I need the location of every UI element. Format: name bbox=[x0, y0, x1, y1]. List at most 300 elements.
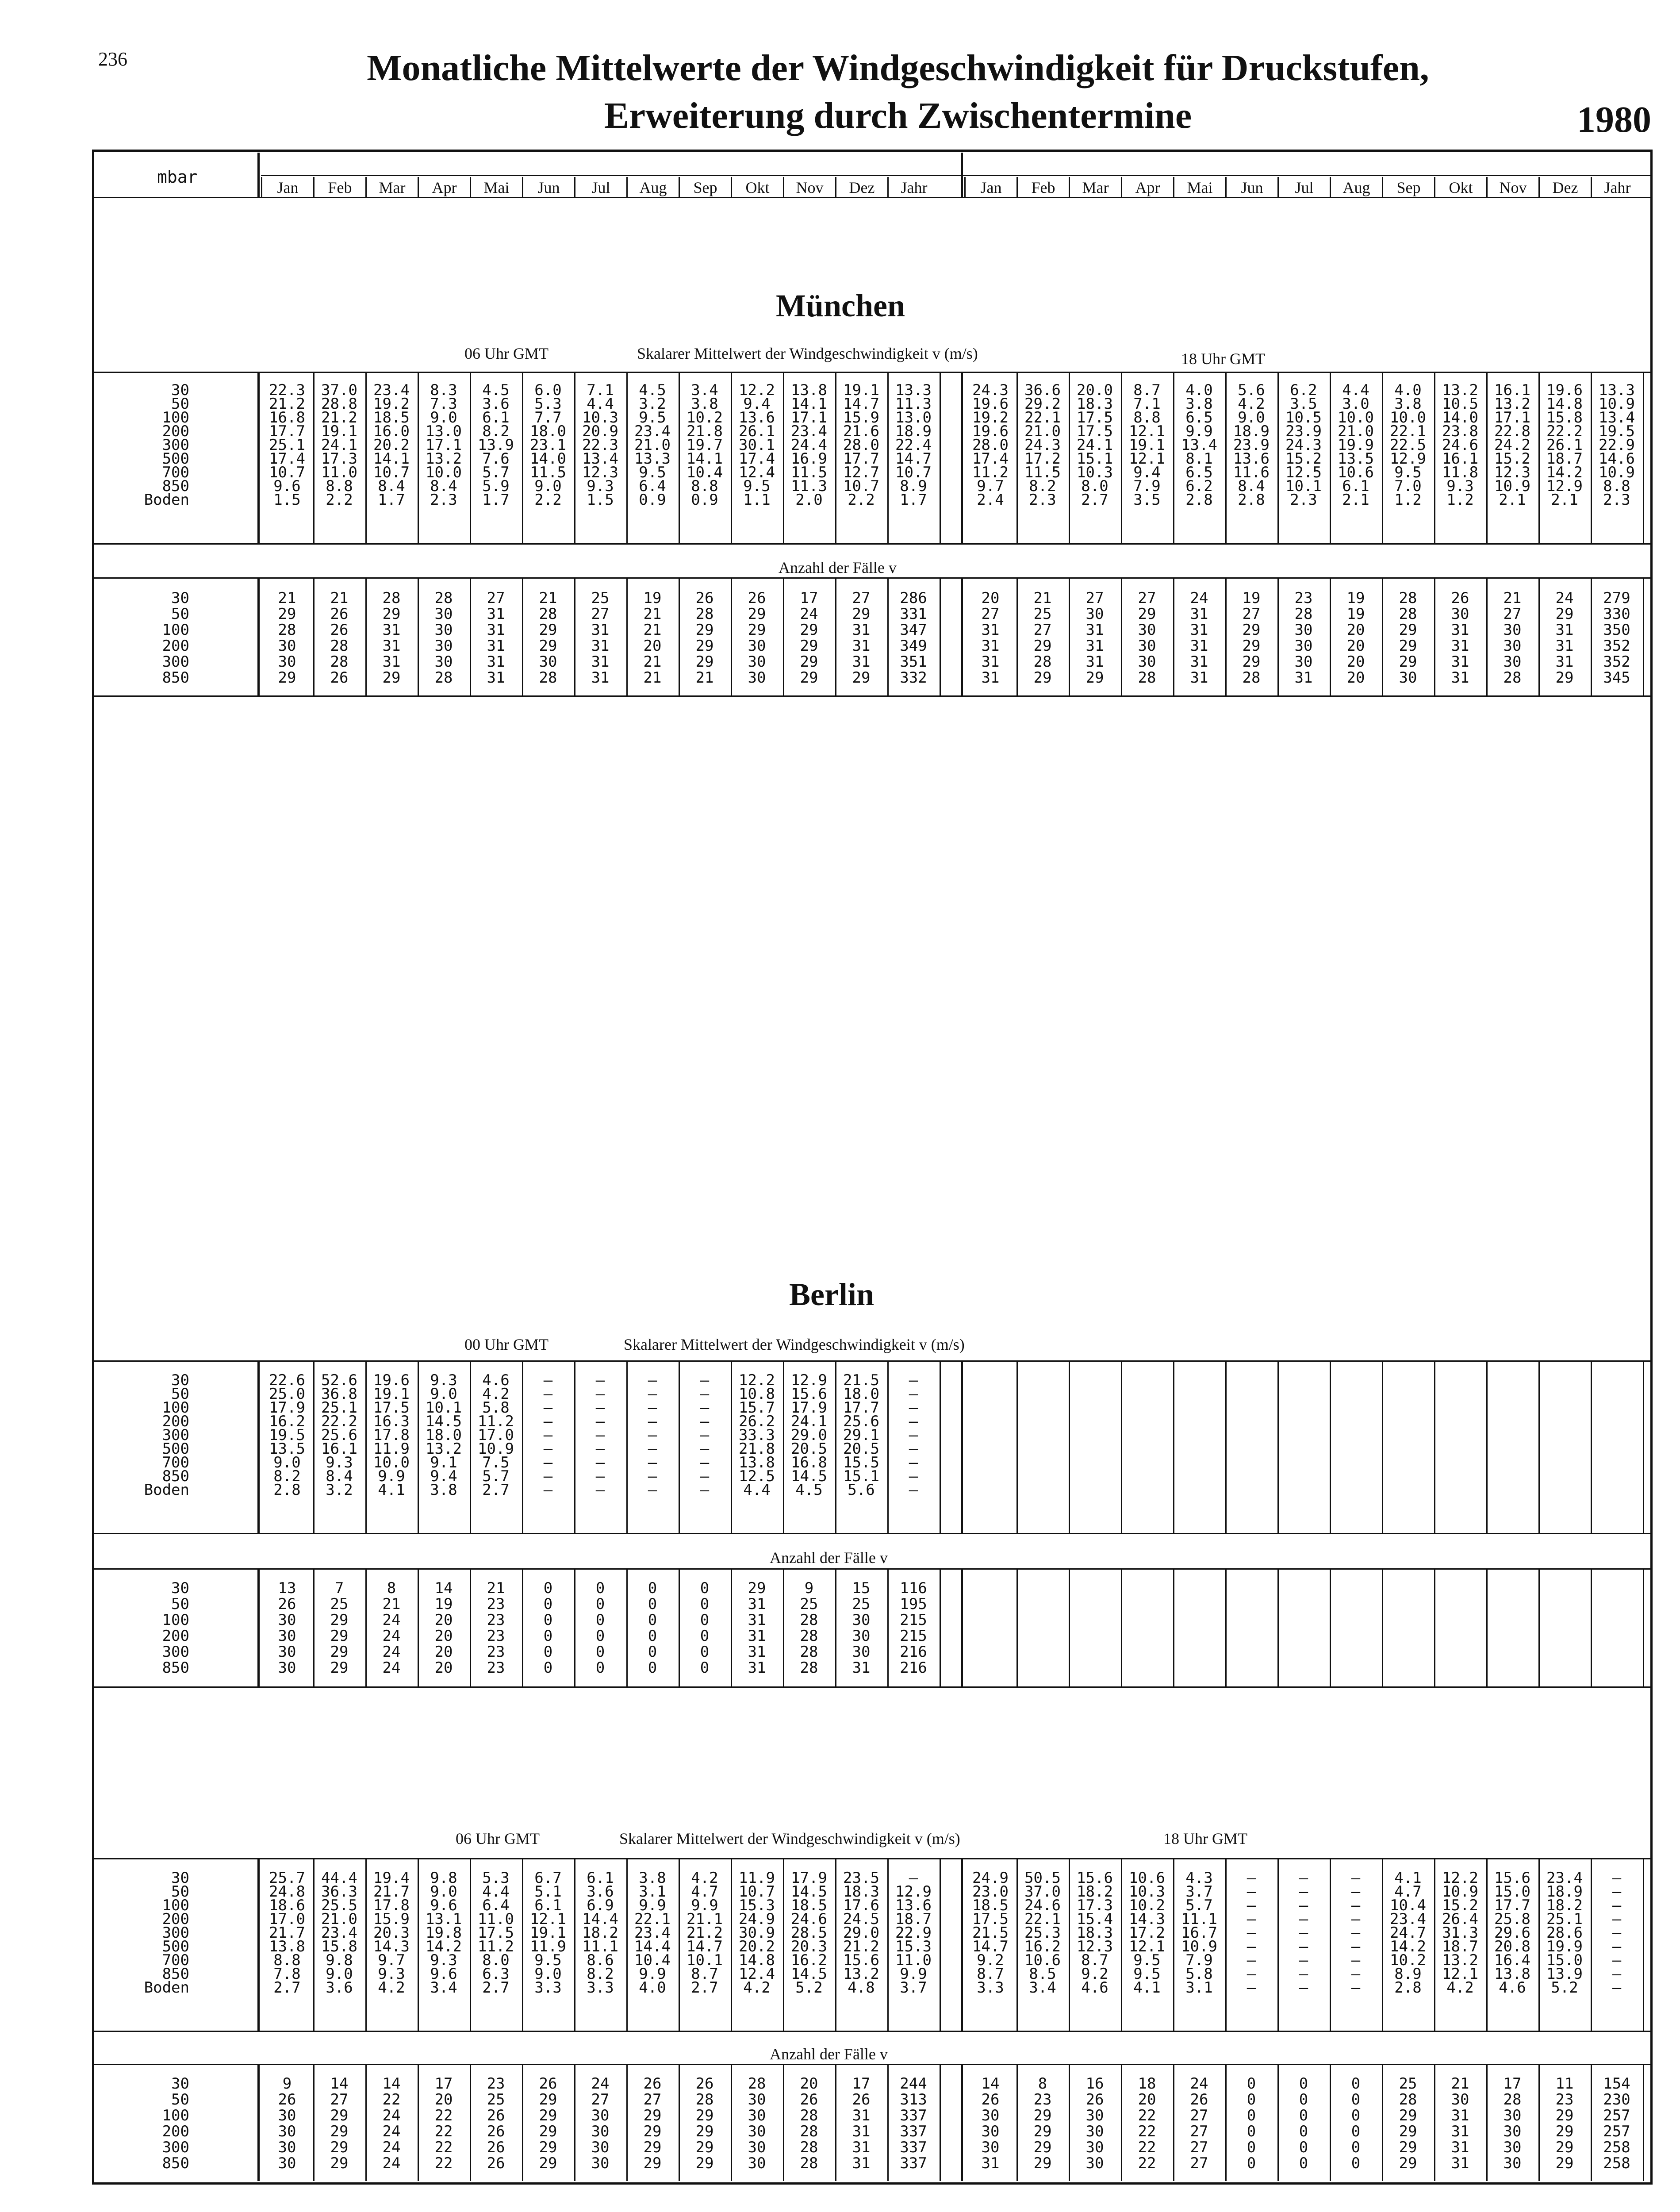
value-cell: 8.4 bbox=[1238, 477, 1265, 495]
column-divider bbox=[961, 2064, 963, 2181]
value-cell: 11.5 bbox=[530, 464, 566, 481]
value-cell: 22.2 bbox=[1546, 422, 1583, 440]
value-cell: 11.3 bbox=[895, 395, 932, 413]
count-cell: 31 bbox=[981, 2154, 1000, 2172]
value-cell: 22.1 bbox=[1024, 1910, 1061, 1928]
value-cell: – bbox=[543, 1440, 553, 1458]
column-divider bbox=[887, 577, 889, 695]
level-label: 50 bbox=[171, 1595, 189, 1613]
value-cell: 10.6 bbox=[1338, 464, 1374, 481]
count-cell: 31 bbox=[748, 1643, 766, 1661]
count-cell: 24 bbox=[1190, 2075, 1208, 2093]
count-cell: 29 bbox=[1399, 2107, 1417, 2124]
value-cell: 19.6 bbox=[1546, 381, 1583, 399]
count-cell: 27 bbox=[591, 605, 610, 623]
column-divider bbox=[887, 372, 889, 543]
count-cell: 0 bbox=[1247, 2091, 1256, 2108]
month-header-apr: Apr bbox=[418, 177, 470, 198]
value-cell: – bbox=[648, 1454, 657, 1471]
count-cell: 28 bbox=[1399, 2091, 1417, 2108]
count-cell: 30 bbox=[278, 1611, 296, 1629]
column-divider bbox=[365, 1568, 367, 1686]
value-cell: 4.2 bbox=[482, 1385, 510, 1403]
value-cell: – bbox=[1351, 1951, 1361, 1969]
count-cell: 28 bbox=[800, 2139, 818, 2156]
value-cell: – bbox=[909, 1371, 918, 1389]
count-cell: 31 bbox=[591, 669, 610, 687]
count-cell: 28 bbox=[800, 1659, 818, 1677]
value-cell: 4.0 bbox=[1394, 381, 1422, 399]
value-cell: 29.6 bbox=[1494, 1924, 1530, 1942]
count-cell: 30 bbox=[981, 2123, 1000, 2140]
value-cell: 18.5 bbox=[373, 409, 410, 426]
value-cell: 17.5 bbox=[1077, 422, 1113, 440]
value-cell: 18.3 bbox=[843, 1883, 879, 1901]
value-cell: 20.5 bbox=[843, 1440, 879, 1458]
value-cell: 23.4 bbox=[321, 1924, 357, 1942]
count-cell: 30 bbox=[591, 2139, 610, 2156]
count-cell: 29 bbox=[382, 669, 401, 687]
value-cell: 13.0 bbox=[426, 422, 462, 440]
value-cell: 9.4 bbox=[430, 1467, 457, 1485]
value-cell: 23.5 bbox=[843, 1869, 879, 1887]
value-cell: – bbox=[700, 1426, 710, 1444]
count-cell: 0 bbox=[543, 1611, 553, 1629]
count-cell: 31 bbox=[1555, 637, 1574, 655]
value-cell: 30.9 bbox=[739, 1924, 775, 1942]
value-cell: 2.0 bbox=[795, 491, 823, 509]
value-cell: – bbox=[1351, 1910, 1361, 1928]
value-cell: 23.4 bbox=[1546, 1869, 1583, 1887]
month-header-nov: Nov bbox=[783, 177, 835, 198]
count-cell: 0 bbox=[648, 1643, 657, 1661]
value-cell: 7.1 bbox=[587, 381, 614, 399]
column-divider bbox=[1330, 577, 1331, 695]
count-cell: 21 bbox=[1033, 589, 1052, 607]
count-cell: 31 bbox=[981, 637, 1000, 655]
value-cell: – bbox=[648, 1426, 657, 1444]
count-cell: 29 bbox=[539, 2123, 557, 2140]
column-divider bbox=[1486, 1360, 1488, 1533]
value-cell: 24.6 bbox=[791, 1910, 827, 1928]
value-cell: 22.4 bbox=[895, 436, 932, 454]
value-cell: 15.3 bbox=[739, 1897, 775, 1914]
value-cell: 17.6 bbox=[843, 1897, 879, 1914]
count-cell: 30 bbox=[278, 1627, 296, 1645]
value-cell: 8.9 bbox=[900, 477, 927, 495]
count-cell: 23 bbox=[1033, 2091, 1052, 2108]
value-cell: 10.0 bbox=[1338, 409, 1374, 426]
value-cell: 44.4 bbox=[321, 1869, 357, 1887]
value-cell: 24.1 bbox=[791, 1413, 827, 1430]
column-divider bbox=[1330, 1360, 1331, 1533]
count-cell: 31 bbox=[852, 2154, 871, 2172]
count-cell: 31 bbox=[382, 637, 401, 655]
count-cell: 26 bbox=[539, 2075, 557, 2093]
value-cell: 21.2 bbox=[321, 409, 357, 426]
value-cell: 8.4 bbox=[326, 1467, 353, 1485]
column-divider bbox=[1173, 372, 1174, 543]
value-cell: – bbox=[1299, 1979, 1308, 1997]
count-cell: 30 bbox=[748, 2139, 766, 2156]
value-cell: 8.2 bbox=[482, 422, 510, 440]
column-divider bbox=[1121, 1568, 1122, 1686]
value-cell: 9.0 bbox=[430, 409, 457, 426]
column-divider bbox=[1121, 2064, 1122, 2181]
value-cell: – bbox=[1612, 1883, 1622, 1901]
month-header-mar: Mar bbox=[1069, 177, 1121, 198]
value-cell: 25.1 bbox=[321, 1399, 357, 1417]
level-label: 50 bbox=[171, 1385, 189, 1403]
value-cell: 9.0 bbox=[430, 1883, 457, 1901]
count-cell: 0 bbox=[1351, 2139, 1361, 2156]
value-cell: 3.8 bbox=[691, 395, 718, 413]
value-cell: 13.2 bbox=[843, 1965, 879, 1983]
count-cell: 26 bbox=[981, 2091, 1000, 2108]
column-divider bbox=[1016, 577, 1018, 695]
count-cell: 14 bbox=[330, 2075, 349, 2093]
value-cell: 23.8 bbox=[1442, 422, 1478, 440]
count-cell: 29 bbox=[800, 669, 818, 687]
count-cell: 29 bbox=[1555, 605, 1574, 623]
level-label: 300 bbox=[162, 1426, 189, 1444]
count-cell: 31 bbox=[1451, 637, 1469, 655]
value-cell: 7.9 bbox=[1185, 1951, 1213, 1969]
level-label: 300 bbox=[162, 1643, 189, 1661]
value-cell: 14.1 bbox=[687, 450, 723, 468]
value-cell: 12.2 bbox=[1442, 1869, 1478, 1887]
level-label: 200 bbox=[162, 1413, 189, 1430]
count-cell: 29 bbox=[1555, 2123, 1574, 2140]
value-cell: 18.6 bbox=[269, 1897, 305, 1914]
count-cell: 30 bbox=[539, 653, 557, 671]
value-cell: 11.3 bbox=[791, 477, 827, 495]
value-cell: 8.7 bbox=[977, 1965, 1004, 1983]
count-cell: 30 bbox=[852, 1611, 871, 1629]
count-cell: 22 bbox=[1138, 2107, 1156, 2124]
value-cell: 17.0 bbox=[269, 1910, 305, 1928]
count-cell: 0 bbox=[595, 1659, 605, 1677]
count-cell: 28 bbox=[434, 589, 453, 607]
value-cell: 3.2 bbox=[326, 1481, 353, 1499]
column-divider bbox=[418, 1360, 419, 1533]
count-cell: 29 bbox=[539, 2139, 557, 2156]
value-cell: – bbox=[1299, 1897, 1308, 1914]
column-divider bbox=[626, 1568, 628, 1686]
column-divider bbox=[1225, 1360, 1227, 1533]
value-cell: 9.4 bbox=[1133, 464, 1161, 481]
value-cell: 33.3 bbox=[739, 1426, 775, 1444]
value-cell: 13.2 bbox=[426, 1440, 462, 1458]
column-divider bbox=[365, 577, 367, 695]
value-cell: 23.4 bbox=[634, 1924, 671, 1942]
value-cell: 24.7 bbox=[1390, 1924, 1426, 1942]
count-cell: 0 bbox=[1299, 2139, 1308, 2156]
value-cell: 8.5 bbox=[1029, 1965, 1056, 1983]
count-cell: 24 bbox=[591, 2075, 610, 2093]
value-cell: 5.1 bbox=[534, 1883, 562, 1901]
count-cell: 14 bbox=[382, 2075, 401, 2093]
count-cell: 19 bbox=[1242, 589, 1261, 607]
value-cell: 20.9 bbox=[582, 422, 618, 440]
column-divider bbox=[257, 1360, 260, 1533]
count-cell: 29 bbox=[1399, 653, 1417, 671]
count-cell: 29 bbox=[1399, 621, 1417, 639]
count-cell: 26 bbox=[852, 2091, 871, 2108]
value-cell: 2.7 bbox=[482, 1979, 510, 1997]
count-cell: 195 bbox=[900, 1595, 927, 1613]
count-cell: 29 bbox=[643, 2154, 662, 2172]
count-cell: 30 bbox=[1503, 2139, 1522, 2156]
column-divider bbox=[626, 1858, 628, 2031]
rule-line bbox=[92, 1568, 1653, 1570]
count-cell: 29 bbox=[539, 2107, 557, 2124]
column-divider bbox=[313, 2064, 315, 2181]
value-cell: 10.2 bbox=[1390, 1951, 1426, 1969]
value-cell: 37.0 bbox=[1024, 1883, 1061, 1901]
count-cell: 31 bbox=[1085, 621, 1104, 639]
value-cell: 2.1 bbox=[1499, 491, 1526, 509]
value-cell: – bbox=[1299, 1869, 1308, 1887]
count-cell: 25 bbox=[330, 1595, 349, 1613]
value-cell: 13.8 bbox=[739, 1454, 775, 1471]
count-cell: 26 bbox=[330, 621, 349, 639]
value-cell: – bbox=[595, 1426, 605, 1444]
value-cell: 7.3 bbox=[430, 395, 457, 413]
count-cell: 0 bbox=[1247, 2107, 1256, 2124]
value-cell: 8.2 bbox=[273, 1467, 301, 1485]
value-cell: 10.1 bbox=[426, 1399, 462, 1417]
value-cell: 17.7 bbox=[843, 450, 879, 468]
value-cell: 12.2 bbox=[739, 381, 775, 399]
value-cell: 9.4 bbox=[743, 395, 771, 413]
value-cell: 4.4 bbox=[587, 395, 614, 413]
count-cell: 0 bbox=[700, 1627, 710, 1645]
value-cell: 15.2 bbox=[1285, 450, 1322, 468]
rule-line bbox=[92, 1360, 1653, 1362]
value-cell: 15.2 bbox=[1494, 450, 1530, 468]
count-cell: 0 bbox=[595, 1611, 605, 1629]
value-cell: 12.9 bbox=[895, 1883, 932, 1901]
value-cell: 6.1 bbox=[587, 1869, 614, 1887]
level-label: 50 bbox=[171, 605, 189, 623]
count-cell: 29 bbox=[1555, 2139, 1574, 2156]
count-cell: 27 bbox=[330, 2091, 349, 2108]
value-cell: 24.9 bbox=[739, 1910, 775, 1928]
value-cell: 12.1 bbox=[1442, 1965, 1478, 1983]
count-cell: 29 bbox=[695, 653, 714, 671]
value-cell: 5.7 bbox=[1185, 1897, 1213, 1914]
value-cell: 13.2 bbox=[1442, 1951, 1478, 1969]
value-cell: 17.8 bbox=[373, 1426, 410, 1444]
count-cell: 337 bbox=[900, 2139, 927, 2156]
value-cell: 7.6 bbox=[482, 450, 510, 468]
value-cell: 3.8 bbox=[1394, 395, 1422, 413]
column-divider bbox=[470, 1858, 471, 2031]
count-cell: 0 bbox=[648, 1579, 657, 1597]
column-divider bbox=[1330, 1568, 1331, 1686]
column-divider bbox=[1591, 577, 1592, 695]
count-cell: 21 bbox=[643, 621, 662, 639]
value-cell: 15.3 bbox=[895, 1938, 932, 1955]
column-divider bbox=[1173, 2064, 1174, 2181]
month-header-jul: Jul bbox=[1277, 177, 1330, 198]
value-cell: 12.9 bbox=[1546, 477, 1583, 495]
column-divider bbox=[313, 1360, 315, 1533]
value-cell: 16.0 bbox=[373, 422, 410, 440]
value-cell: 17.2 bbox=[1024, 450, 1061, 468]
count-cell: 25 bbox=[1399, 2075, 1417, 2093]
count-cell: 30 bbox=[278, 1643, 296, 1661]
value-cell: 19.4 bbox=[373, 1869, 410, 1887]
value-cell: 9.5 bbox=[639, 464, 666, 481]
level-label: 300 bbox=[162, 2139, 189, 2156]
count-cell: 9 bbox=[282, 2075, 292, 2093]
column-divider bbox=[1277, 1858, 1279, 2031]
value-cell: – bbox=[1612, 1979, 1622, 1997]
value-cell: 4.2 bbox=[743, 1979, 771, 1997]
column-divider bbox=[418, 2064, 419, 2181]
value-cell: 20.3 bbox=[791, 1938, 827, 1955]
count-cell: 244 bbox=[900, 2075, 927, 2093]
value-cell: 5.6 bbox=[848, 1481, 875, 1499]
count-cell: 21 bbox=[330, 589, 349, 607]
value-cell: – bbox=[1247, 1979, 1256, 1997]
column-divider bbox=[940, 1568, 941, 1686]
value-cell: 3.3 bbox=[587, 1979, 614, 1997]
value-cell: 26.1 bbox=[1546, 436, 1583, 454]
value-cell: 4.5 bbox=[639, 381, 666, 399]
value-cell: 19.9 bbox=[1338, 436, 1374, 454]
column-divider bbox=[470, 372, 471, 543]
count-cell: 20 bbox=[434, 1643, 453, 1661]
count-cell: 28 bbox=[1033, 653, 1052, 671]
count-cell: 28 bbox=[1138, 669, 1156, 687]
section-caption: Skalarer Mittelwert der Windgeschwindigkeit v (m/s) bbox=[637, 345, 978, 362]
value-cell: 24.8 bbox=[269, 1883, 305, 1901]
column-divider bbox=[1016, 1360, 1018, 1533]
count-cell: 29 bbox=[539, 621, 557, 639]
value-cell: 21.0 bbox=[634, 436, 671, 454]
value-cell: – bbox=[1612, 1869, 1622, 1887]
column-divider bbox=[1225, 372, 1227, 543]
column-divider bbox=[1643, 2064, 1644, 2181]
column-divider bbox=[365, 372, 367, 543]
value-cell: 18.9 bbox=[895, 422, 932, 440]
value-cell: 9.3 bbox=[1446, 477, 1474, 495]
count-cell: 351 bbox=[900, 653, 927, 671]
column-divider bbox=[961, 577, 963, 695]
value-cell: 14.7 bbox=[687, 1938, 723, 1955]
count-cell: 28 bbox=[800, 1627, 818, 1645]
level-label: 30 bbox=[171, 1579, 189, 1597]
count-cell: 26 bbox=[487, 2139, 505, 2156]
value-cell: 9.1 bbox=[430, 1454, 457, 1471]
value-cell: 17.1 bbox=[426, 436, 462, 454]
count-cell: 23 bbox=[487, 1611, 505, 1629]
value-cell: – bbox=[543, 1413, 553, 1430]
value-cell: 13.1 bbox=[426, 1910, 462, 1928]
count-cell: 22 bbox=[382, 2091, 401, 2108]
value-cell: 25.1 bbox=[1546, 1910, 1583, 1928]
count-cell: 17 bbox=[800, 589, 818, 607]
column-divider bbox=[1069, 2064, 1070, 2181]
value-cell: – bbox=[595, 1413, 605, 1430]
count-cell: 25 bbox=[800, 1595, 818, 1613]
value-cell: 2.1 bbox=[1551, 491, 1578, 509]
count-cell: 31 bbox=[1451, 653, 1469, 671]
value-cell: 8.2 bbox=[587, 1965, 614, 1983]
value-cell: 13.4 bbox=[1599, 409, 1635, 426]
rule-line bbox=[92, 1686, 1653, 1688]
count-cell: 29 bbox=[330, 2139, 349, 2156]
value-cell: 9.8 bbox=[430, 1869, 457, 1887]
value-cell: 21.2 bbox=[843, 1938, 879, 1955]
value-cell: 14.0 bbox=[530, 450, 566, 468]
value-cell: 17.5 bbox=[478, 1924, 514, 1942]
count-cell: 0 bbox=[543, 1643, 553, 1661]
count-cell: 30 bbox=[1503, 2123, 1522, 2140]
count-cell: 29 bbox=[330, 2154, 349, 2172]
value-cell: 36.3 bbox=[321, 1883, 357, 1901]
column-divider bbox=[1486, 372, 1488, 543]
value-cell: 8.3 bbox=[430, 381, 457, 399]
value-cell: 3.1 bbox=[1185, 1979, 1213, 1997]
count-cell: 28 bbox=[434, 669, 453, 687]
value-cell: – bbox=[700, 1371, 710, 1389]
count-cell: 20 bbox=[434, 2091, 453, 2108]
count-cell: 28 bbox=[800, 1643, 818, 1661]
count-cell: 18 bbox=[1138, 2075, 1156, 2093]
value-cell: 19.9 bbox=[1546, 1938, 1583, 1955]
value-cell: – bbox=[1247, 1883, 1256, 1901]
value-cell: 24.6 bbox=[1024, 1897, 1061, 1914]
count-cell: 30 bbox=[852, 1643, 871, 1661]
value-cell: 14.0 bbox=[1442, 409, 1478, 426]
column-divider bbox=[470, 1360, 471, 1533]
level-label: 850 bbox=[162, 1467, 189, 1485]
value-cell: 16.1 bbox=[1442, 450, 1478, 468]
count-cell: 286 bbox=[900, 589, 927, 607]
level-label: Boden bbox=[144, 1979, 189, 1997]
value-cell: 10.1 bbox=[687, 1951, 723, 1969]
value-cell: 2.2 bbox=[326, 491, 353, 509]
count-cell: 19 bbox=[643, 589, 662, 607]
value-cell: 11.8 bbox=[1442, 464, 1478, 481]
value-cell: 11.5 bbox=[1024, 464, 1061, 481]
value-cell: 12.4 bbox=[739, 464, 775, 481]
station-title-muenchen: München bbox=[775, 288, 905, 323]
value-cell: 10.6 bbox=[1024, 1951, 1061, 1969]
value-cell: 16.1 bbox=[1494, 381, 1530, 399]
value-cell: 16.2 bbox=[1024, 1938, 1061, 1955]
count-cell: 257 bbox=[1603, 2107, 1630, 2124]
count-cell: 29 bbox=[852, 605, 871, 623]
value-cell: 2.7 bbox=[482, 1481, 510, 1499]
count-cell: 30 bbox=[434, 653, 453, 671]
count-cell: 21 bbox=[643, 653, 662, 671]
level-label: 30 bbox=[171, 2075, 189, 2093]
count-cell: 30 bbox=[748, 653, 766, 671]
level-label: 30 bbox=[171, 1869, 189, 1887]
count-cell: 29 bbox=[382, 605, 401, 623]
value-cell: 22.3 bbox=[582, 436, 618, 454]
month-header-mar: Mar bbox=[365, 177, 418, 198]
level-label: 850 bbox=[162, 477, 189, 495]
count-cell: 30 bbox=[852, 1627, 871, 1645]
value-cell: 18.3 bbox=[1077, 1924, 1113, 1942]
value-cell: 13.2 bbox=[1494, 395, 1530, 413]
